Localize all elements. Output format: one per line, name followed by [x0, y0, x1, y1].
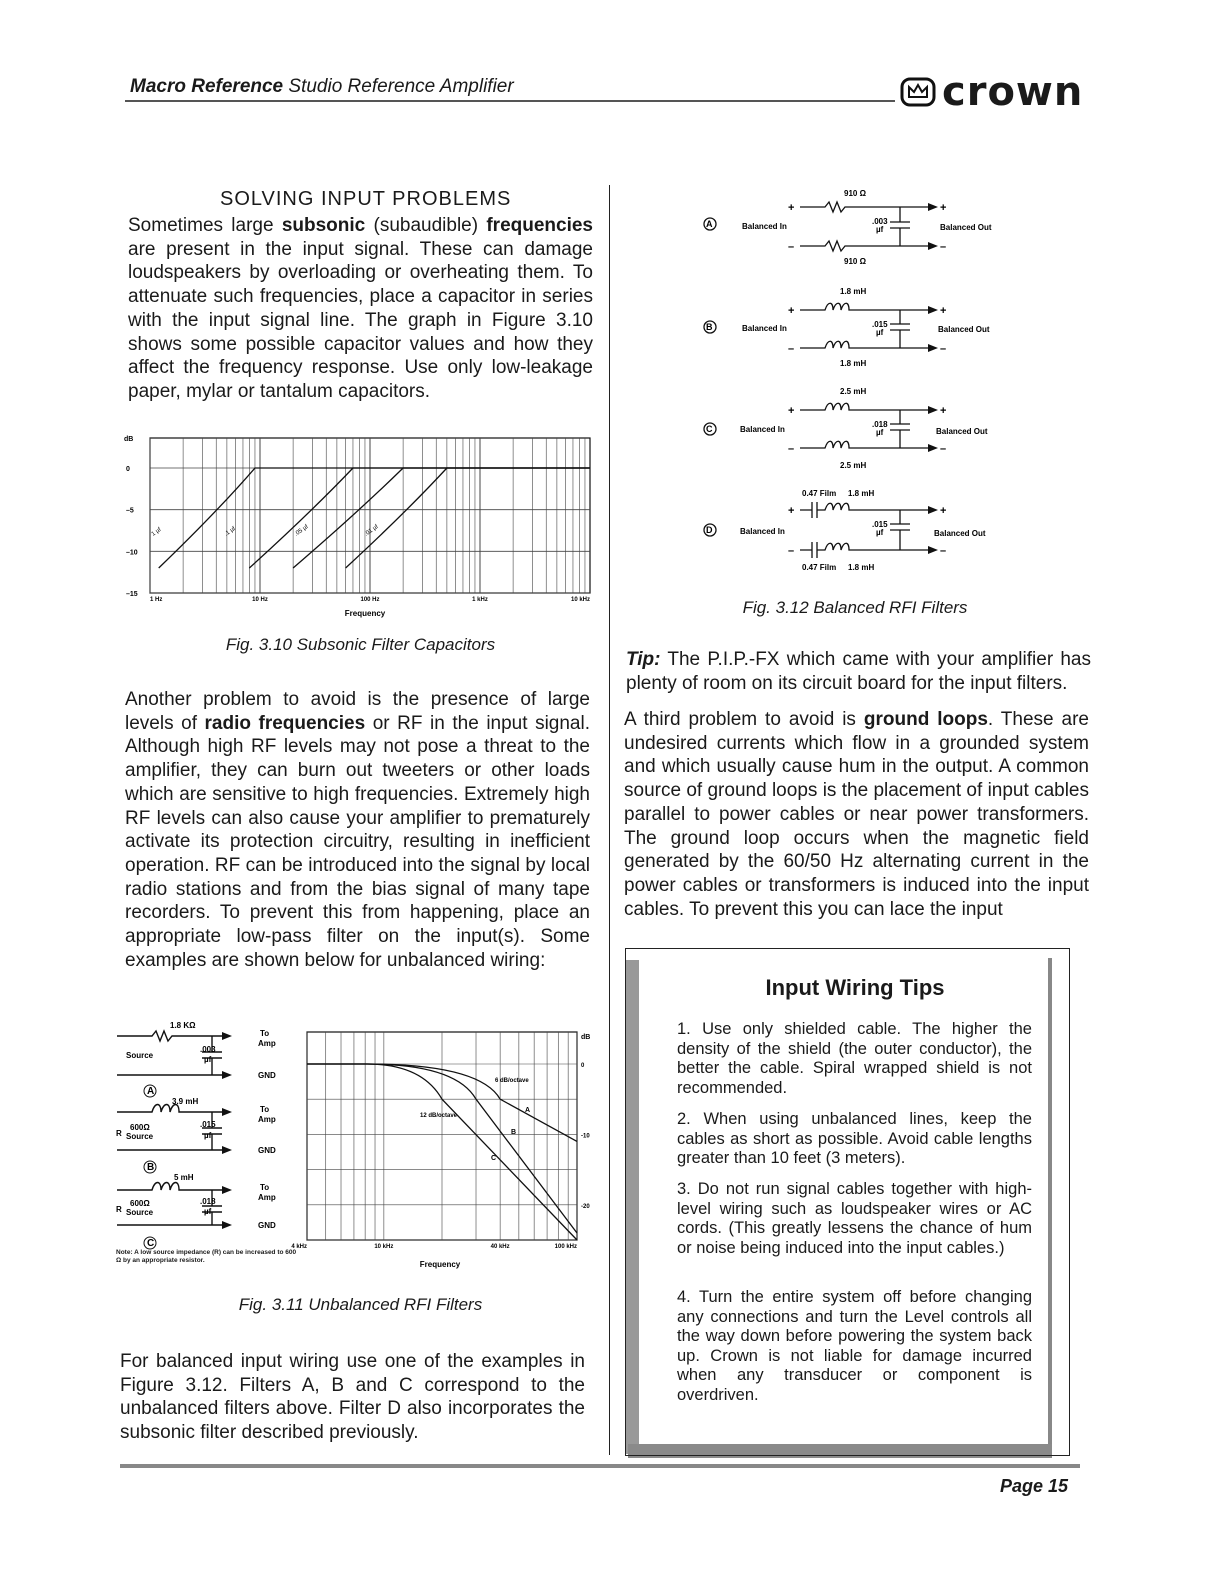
fig-3-11-x-tick: 4 kHz [291, 1244, 307, 1250]
fig-3-12-label-a: A [706, 219, 713, 229]
fig-3-12-minus-b-in: – [788, 343, 795, 355]
fig-3-12-c015-b: .015 [872, 320, 888, 329]
fig-3-12-minus-d-out: – [940, 545, 947, 557]
fig-3-12-l25-top: 2.5 mH [840, 387, 867, 396]
tips-box-title: Input Wiring Tips [765, 975, 945, 1000]
page-number: Page 15 [1000, 1476, 1069, 1496]
fig-3-12-r910-bot: 910 Ω [844, 257, 866, 266]
fig-3-10-x-ticks [150, 597, 590, 603]
fig-3-11-curve-c: C [491, 1155, 497, 1162]
fig-3-10-curve-label-2: .1 µf [223, 525, 237, 538]
fig-3-10-xlabel: Frequency [344, 609, 386, 618]
fig-3-11-y-ticks [581, 1063, 590, 1210]
fig-3-10-x-tick: 1 kHz [472, 597, 488, 603]
fig-3-11-l2: 3.9 mH [172, 1097, 199, 1106]
fig-3-11-c3: .018 [200, 1197, 216, 1206]
fig-3-12-minus-b-out: – [940, 343, 947, 355]
fig-3-12-minus-a-in: – [788, 241, 795, 253]
header-title-bold: Macro Reference [130, 76, 284, 97]
fig-3-12-uf-c: µf [876, 428, 884, 437]
fig-3-11-grid [307, 1032, 577, 1240]
fig-3-11-schematics [112, 1012, 302, 1257]
fig-3-12-in-d: Balanced In [740, 527, 785, 536]
fig-3-12-caption: Fig. 3.12 Balanced RFI Filters [742, 598, 968, 617]
fig-3-12-in-b: Balanced In [742, 324, 787, 333]
paragraph-rf: Another problem to avoid is the presence of large levels of radio frequencies or RF in the input signal. Although high RF levels may not pose a threat to the amplifier, they can burn out tweeters or other loads which are sensitive to high frequencies. Extremely high RF levels can also cause your amplifier to prematurely activate its protection circuitry, resulting in inefficient operation. RF can be introduced into the signal by local radio stations and from the bias signal of many tape recorders. To prevent this from happening, place an appropriate low-pass filter on the input(s). Some examples are shown below for unbalanced wiring: [125, 689, 590, 971]
paragraph-balanced: For balanced input wiring use one of the examples in Figure 3.12. Filters A, B and C correspond to the unbalanced filters above. Filter D also incorporates the subsonic filter described previously. [120, 1351, 585, 1444]
fig-3-12-out-d: Balanced Out [934, 529, 986, 538]
fig-3-12-c018: .018 [872, 420, 888, 429]
fig-3-11-y-tick: -20 [581, 1203, 590, 1210]
fig-3-10-x-tick: 10 Hz [252, 597, 268, 603]
fig-3-12-out-a: Balanced Out [940, 223, 992, 232]
fig-3-12-l18-d-top: 1.8 mH [848, 489, 875, 498]
fig-3-10-y-tick: –15 [126, 591, 138, 598]
fig-3-11-label-a: A [147, 1086, 155, 1097]
fig-3-11-to-b: To [260, 1105, 270, 1114]
fig-3-11-note: Note: A low source impedance (R) can be increased to 600 Ω by an appropriate resistor. [116, 1249, 297, 1264]
fig-3-11-slope6: 6 dB/octave [495, 1078, 529, 1084]
header-rule [125, 100, 895, 102]
fig-3-12-minus-c-in: – [788, 443, 795, 455]
fig-3-12-plus-c-in: + [788, 405, 795, 417]
fig-3-12-plus-d-out: + [940, 505, 947, 517]
fig-3-11-x-tick: 40 kHz [490, 1244, 510, 1250]
fig-3-11-y-tick: -10 [581, 1133, 590, 1140]
fig-3-10-x-tick: 10 kHz [570, 597, 590, 603]
fig-3-10-curve-1 [159, 468, 590, 568]
fig-3-12-plus-b-out: + [940, 305, 947, 317]
fig-3-12-out-b: Balanced Out [938, 325, 990, 334]
fig-3-10-y-tick: –10 [126, 549, 138, 557]
fig-3-11-r1: 1.8 KΩ [170, 1021, 196, 1030]
fig-3-10-curve-4 [346, 468, 590, 568]
fig-3-11-uf3: µf [204, 1207, 212, 1216]
tips-item-1: 1. Use only shielded cable. The higher the density of the shield (the outer conductor), the better the cable. Spiral wrapped shield is not recommended. [677, 1020, 1032, 1097]
fig-3-12-uf-d: µf [876, 528, 884, 537]
fig-3-12-minus-d-in: – [788, 545, 795, 557]
tip-label: Tip: [626, 649, 661, 670]
tips-item-2: 2. When using unbalanced lines, keep the cables as short as possible. Avoid cable lengths greater than 10 feet (3 meters). [677, 1110, 1032, 1168]
fig-3-11-r-b: R [116, 1129, 122, 1138]
fig-3-11-source: Source [126, 1051, 154, 1060]
fig-3-10-chart [120, 428, 600, 623]
fig-3-10-caption: Fig. 3.10 Subsonic Filter Capacitors [225, 635, 496, 654]
fig-3-11-gnd-c: GND [258, 1221, 276, 1230]
fig-3-11-c2: .015 [200, 1120, 216, 1129]
fig-3-10-curve-label-4: .01 µf [363, 524, 380, 538]
fig-3-11-xlabel: Frequency [419, 1260, 461, 1269]
fig-3-12-out-c: Balanced Out [936, 427, 988, 436]
fig-3-12-minus-a-out: – [940, 241, 947, 253]
fig-3-11-y-tick: 0 [581, 1063, 585, 1069]
fig-3-12-in-c: Balanced In [740, 425, 785, 434]
fig-3-12-c003: .003 [872, 217, 888, 226]
fig-3-11-source-c: Source [126, 1208, 154, 1217]
fig-3-12-label-c: C [706, 424, 713, 434]
fig-3-12-schematics [700, 184, 1030, 579]
fig-3-11-amp-c: Amp [258, 1193, 276, 1202]
fig-3-10-y-ticks [126, 466, 138, 598]
fig-3-11-to-a: To [260, 1029, 270, 1038]
fig-3-12-plus-d-in: + [788, 505, 795, 517]
fig-3-12-r910-top: 910 Ω [844, 189, 866, 198]
fig-3-11-c1: .003 [200, 1045, 216, 1054]
fig-3-10-curve-label-3: .05 µf [293, 524, 310, 538]
fig-3-10-ylabel: dB [124, 436, 134, 443]
fig-3-11-to-c: To [260, 1183, 270, 1192]
fig-3-11-label-b: B [147, 1162, 155, 1173]
fig-3-11-r600-b: 600Ω [130, 1123, 150, 1132]
fig-3-10-curves [159, 468, 590, 568]
fig-3-12-plus-c-out: + [940, 405, 947, 417]
fig-3-12-plus-a-in: + [788, 202, 795, 214]
fig-3-12-l18-top: 1.8 mH [840, 287, 867, 296]
fig-3-11-label-c: C [147, 1238, 155, 1249]
fig-3-10-curve-2 [249, 468, 590, 568]
fig-3-11-l3: 5 mH [174, 1173, 194, 1182]
fig-3-10-curve-label-1: 1 µf [150, 526, 163, 538]
crown-logo [900, 69, 1084, 115]
fig-3-10-y-tick: 0 [126, 466, 130, 473]
fig-3-11-uf1: µf [204, 1055, 212, 1064]
fig-3-10-x-tick: 1 Hz [150, 597, 163, 603]
fig-3-12-film-top: 0.47 Film [802, 489, 837, 498]
fig-3-11-source-b: Source [126, 1132, 154, 1141]
fig-3-12-label-d: D [706, 525, 713, 535]
tips-item-3: 3. Do not run signal cables together with high-level wiring such as loudspeaker wires or AC cords. (This greatly lessens the chance of hum or noise being induced into the input cables.) [677, 1180, 1032, 1257]
section-heading: SOLVING INPUT PROBLEMS [220, 188, 512, 210]
fig-3-11-x-ticks [291, 1244, 577, 1250]
fig-3-10-x-tick: 100 Hz [360, 597, 380, 603]
fig-3-12-in-a: Balanced In [742, 222, 787, 231]
fig-3-12-plus-b-in: + [788, 305, 795, 317]
tip-paragraph: Tip: The P.I.P.-FX which came with your amplifier has plenty of room on its circuit board for the input filters. [626, 649, 1091, 694]
paragraph-ground-loops: A third problem to avoid is ground loops. These are undesired currents which flow in a grounded system and which usually cause hum in the output. A common source of ground loops is the placement of input cables parallel to power cables or near power transformers. The ground loop occurs when the magnetic field generated by the 60/50 Hz alternating current in the power cables or transformers is induced into the input cables. To prevent this you can lace the input [624, 709, 1089, 920]
fig-3-10-y-tick: –5 [126, 507, 134, 515]
fig-3-12-film-bot: 0.47 Film [802, 563, 837, 572]
fig-3-12-l25-bot: 2.5 mH [840, 461, 867, 470]
footer-rule [120, 1464, 1080, 1468]
paragraph-subsonic: Sometimes large subsonic (subaudible) frequencies are present in the input signal. These can damage loudspeakers by overloading or overheating them. To attenuate such frequencies, place a capacitor in series with the input signal line. The graph in Figure 3.10 shows some possible capacitor values and how they affect the frequency response. Use only low-leakage paper, mylar or tantalum capacitors. [128, 215, 593, 402]
tips-item-4: 4. Turn the entire system off before changing any connections and turn the Level controls all the way down before powering the system back up. Crown is not liable for damage incurred when any transducer or component is overdriven. [677, 1288, 1032, 1404]
crown-logo-icon [900, 77, 936, 107]
fig-3-11-r-c: R [116, 1205, 122, 1214]
fig-3-11-x-tick: 10 kHz [374, 1244, 394, 1250]
header-title-rest: Studio Reference Amplifier [288, 76, 514, 97]
fig-3-11-caption: Fig. 3.11 Unbalanced RFI Filters [238, 1295, 483, 1314]
fig-3-11-gnd-a: GND [258, 1071, 276, 1080]
fig-3-11-uf2: µf [204, 1131, 212, 1140]
fig-3-12-label-b: B [706, 322, 713, 332]
fig-3-12-c015-d: .015 [872, 520, 888, 529]
fig-3-12-minus-c-out: – [940, 443, 947, 455]
crown-brand-text: crown [942, 69, 1084, 115]
fig-3-11-x-tick: 100 kHz [554, 1244, 577, 1250]
fig-3-11-gnd-b: GND [258, 1146, 276, 1155]
fig-3-10-grid [150, 438, 590, 593]
fig-3-12-uf-a: µf [876, 225, 884, 234]
fig-3-11-ylabel: dB [581, 1034, 591, 1041]
fig-3-12-plus-a-out: + [940, 202, 947, 214]
fig-3-11-chart [291, 1030, 605, 1275]
fig-3-11-r600-c: 600Ω [130, 1199, 150, 1208]
fig-3-12-uf-b: µf [876, 328, 884, 337]
column-divider [609, 185, 610, 1455]
fig-3-12-l18-bot: 1.8 mH [840, 359, 867, 368]
header-title [130, 76, 514, 98]
fig-3-11-curve-b: B [511, 1129, 517, 1136]
fig-3-11-curve-a: A [525, 1107, 531, 1114]
fig-3-12-l18-d-bot: 1.8 mH [848, 563, 875, 572]
fig-3-11-slope12: 12 dB/octave [420, 1113, 458, 1119]
fig-3-11-amp-a: Amp [258, 1039, 276, 1048]
fig-3-11-amp-b: Amp [258, 1115, 276, 1124]
